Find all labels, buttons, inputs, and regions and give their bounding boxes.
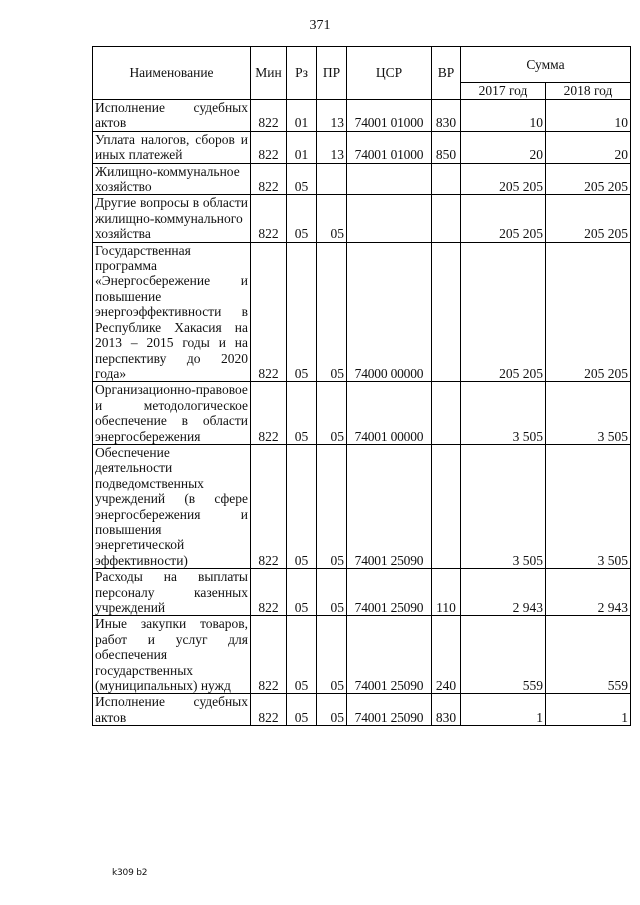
row-sum-2017: 205 205 (461, 195, 546, 242)
table-row (93, 242, 631, 382)
row-csr (347, 163, 432, 195)
row-min: 822 (251, 616, 287, 694)
table-row (93, 382, 631, 445)
row-sum-2017: 10 (461, 100, 546, 132)
row-name: Государственная программа «Энергосбережение и повышение энергоэффективности в Республике Хакасия на 2013 – 2015 годы и на перспективу до 2020 года» (93, 242, 251, 382)
row-vr (432, 163, 461, 195)
row-rz: 05 (287, 195, 317, 242)
row-pr: 13 (317, 100, 347, 132)
row-min: 822 (251, 195, 287, 242)
row-sum-2018: 1 (546, 694, 631, 726)
row-rz: 05 (287, 569, 317, 616)
table-row (93, 163, 631, 195)
row-rz: 05 (287, 382, 317, 445)
row-sum-2017: 205 205 (461, 163, 546, 195)
row-sum-2017: 3 505 (461, 444, 546, 568)
row-pr (317, 163, 347, 195)
row-pr: 05 (317, 616, 347, 694)
row-csr: 74001 25090 (347, 616, 432, 694)
row-sum-2017: 20 (461, 131, 546, 163)
row-pr: 13 (317, 131, 347, 163)
row-csr: 74000 00000 (347, 242, 432, 382)
row-vr (432, 242, 461, 382)
row-name: Организационно-правовое и методологическое обеспечение в области энергосбережения (93, 382, 251, 445)
row-name: Обеспечение деятельности подведомственных учреждений (в сфере энергосбережения и повышения энергетической эффективности) (93, 444, 251, 568)
row-sum-2018: 3 505 (546, 382, 631, 445)
row-rz: 05 (287, 242, 317, 382)
row-rz: 05 (287, 444, 317, 568)
row-min: 822 (251, 444, 287, 568)
header-csr: ЦСР (347, 47, 432, 100)
row-sum-2017: 205 205 (461, 242, 546, 382)
row-name: Исполнение судебных актов (93, 100, 251, 132)
row-sum-2017: 2 943 (461, 569, 546, 616)
row-csr: 74001 01000 (347, 131, 432, 163)
row-name: Исполнение судебных актов (93, 694, 251, 726)
row-rz: 01 (287, 100, 317, 132)
row-sum-2018: 205 205 (546, 163, 631, 195)
row-min: 822 (251, 131, 287, 163)
row-min: 822 (251, 382, 287, 445)
page-number: 371 (309, 18, 331, 33)
row-vr (432, 382, 461, 445)
row-pr: 05 (317, 444, 347, 568)
row-min: 822 (251, 694, 287, 726)
row-pr: 05 (317, 382, 347, 445)
header-year-2018: 2018 год (546, 83, 631, 100)
table-row (93, 444, 631, 568)
header-sum: Сумма (461, 47, 631, 83)
row-vr: 110 (432, 569, 461, 616)
header-year-2017: 2017 год (461, 83, 546, 100)
header-vr: ВР (432, 47, 461, 100)
header-rz: Рз (287, 47, 317, 100)
row-csr: 74001 25090 (347, 444, 432, 568)
row-rz: 05 (287, 163, 317, 195)
table-row (93, 569, 631, 616)
row-min: 822 (251, 163, 287, 195)
row-sum-2018: 2 943 (546, 569, 631, 616)
row-sum-2018: 559 (546, 616, 631, 694)
row-min: 822 (251, 100, 287, 132)
table-row (93, 131, 631, 163)
row-rz: 01 (287, 131, 317, 163)
row-vr: 850 (432, 131, 461, 163)
row-vr: 830 (432, 100, 461, 132)
row-sum-2017: 3 505 (461, 382, 546, 445)
row-sum-2017: 559 (461, 616, 546, 694)
table-row (93, 100, 631, 132)
row-pr: 05 (317, 694, 347, 726)
row-pr: 05 (317, 569, 347, 616)
row-sum-2018: 205 205 (546, 242, 631, 382)
table-row (93, 195, 631, 242)
header-min: Мин (251, 47, 287, 100)
row-csr: 74001 25090 (347, 569, 432, 616)
row-sum-2018: 20 (546, 131, 631, 163)
row-pr: 05 (317, 242, 347, 382)
row-sum-2018: 3 505 (546, 444, 631, 568)
header-name: Наименование (93, 47, 251, 100)
row-csr: 74001 25090 (347, 694, 432, 726)
row-name: Другие вопросы в области жилищно-коммунального хозяйства (93, 195, 251, 242)
row-pr: 05 (317, 195, 347, 242)
row-vr (432, 195, 461, 242)
footer-code: k309 b2 (112, 868, 148, 878)
row-sum-2018: 10 (546, 100, 631, 132)
row-vr: 830 (432, 694, 461, 726)
row-min: 822 (251, 569, 287, 616)
row-sum-2017: 1 (461, 694, 546, 726)
table-row (93, 616, 631, 694)
row-csr: 74001 00000 (347, 382, 432, 445)
row-rz: 05 (287, 616, 317, 694)
row-csr: 74001 01000 (347, 100, 432, 132)
budget-table (92, 46, 631, 726)
row-name: Иные закупки товаров, работ и услуг для обеспечения государственных (муниципальных) нужд (93, 616, 251, 694)
row-name: Жилищно-коммунальное хозяйство (93, 163, 251, 195)
row-vr: 240 (432, 616, 461, 694)
table-row (93, 694, 631, 726)
row-name: Расходы на выплаты персоналу казенных учреждений (93, 569, 251, 616)
row-csr (347, 195, 432, 242)
row-min: 822 (251, 242, 287, 382)
row-vr (432, 444, 461, 568)
row-rz: 05 (287, 694, 317, 726)
row-sum-2018: 205 205 (546, 195, 631, 242)
row-name: Уплата налогов, сборов и иных платежей (93, 131, 251, 163)
header-pr: ПР (317, 47, 347, 100)
